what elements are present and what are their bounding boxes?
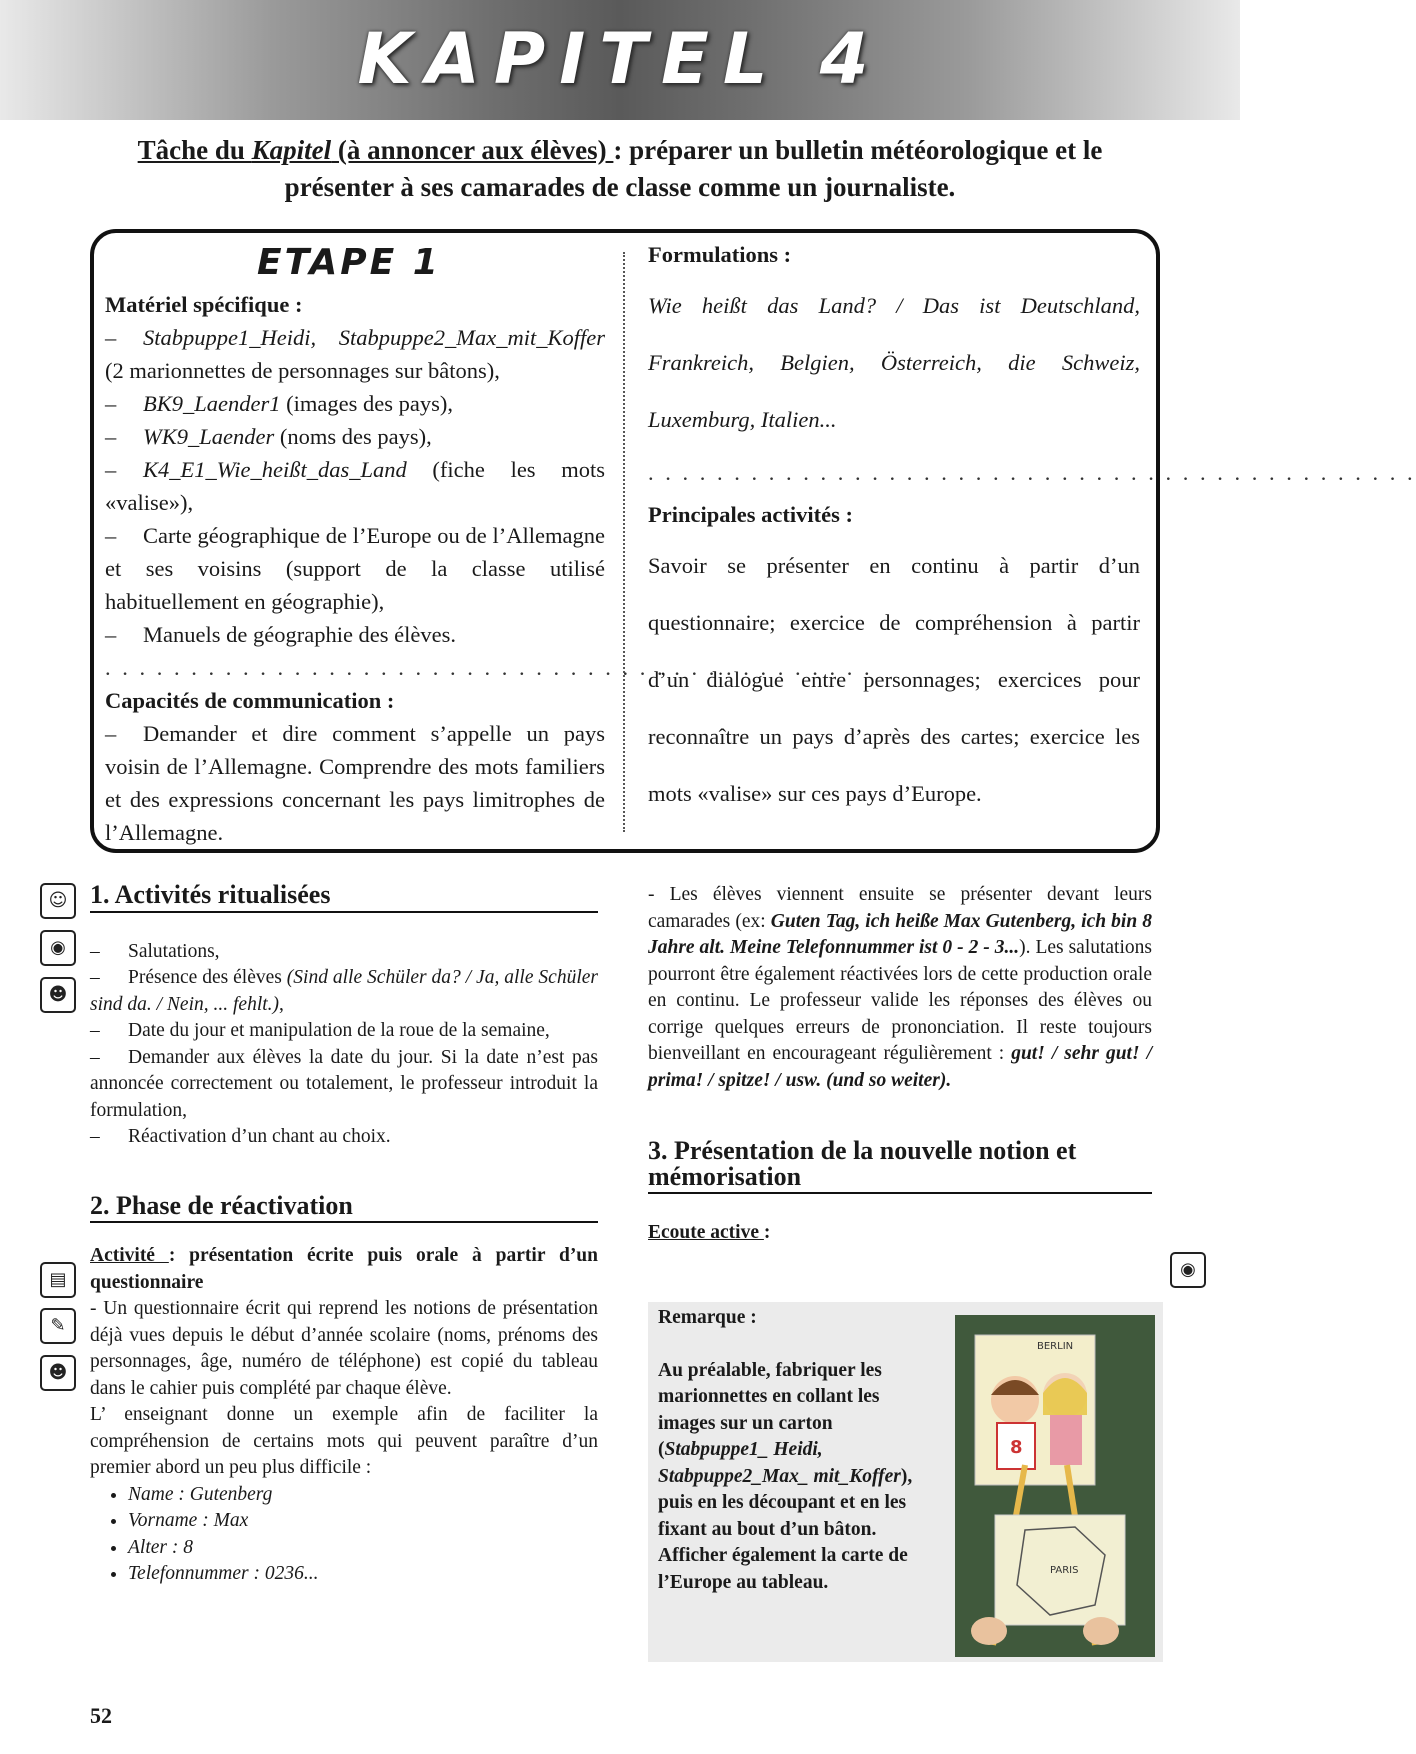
speaking-face-icon: ☻	[40, 977, 76, 1013]
svg-text:PARIS: PARIS	[1050, 1565, 1079, 1576]
list-item: – Présence des élèves (Sind alle Schüler da? / Ja, alle Schüler sind da. / Nein, ... fehlt.),	[90, 967, 598, 1015]
remark-text: Remarque : Au préalable, fabriquer les marionnettes en collant les images sur un carton (Stabpuppe1_ Heidi, Stabpuppe2_Max_ mit_Koffer), puis en les découpant et en les fixant au bout d’un bâton. Afficher également la carte de l’Europe au tableau.	[658, 1305, 930, 1596]
list-item: – Salutations,	[90, 940, 220, 962]
materiel-item: – BK9_Laender1 (images des pays),	[105, 391, 453, 416]
reading-book-icon: ▤	[40, 1262, 76, 1298]
list-item: – Date du jour et manipulation de la roue de la semaine,	[90, 1020, 550, 1041]
box-divider	[623, 252, 625, 832]
etape-right-column	[648, 238, 1416, 822]
speaking-faces-icon: ☺	[40, 883, 76, 919]
materiel-item: – Stabpuppe1_Heidi, Stabpuppe2_Max_mit_Koffer (2 marionnettes de personnages sur bâtons),	[105, 325, 605, 383]
presentation-paragraph: - Les élèves viennent ensuite se présenter devant leurs camarades (ex: Guten Tag, ich heiße Max Gutenberg, ich bin 8 Jahre alt. Meine Telefonnummer ist 0 - 2 - 3...). Les salutations pourront être également réactivées lors de cette production orale en continu. Le professeur valide les réponses des élèves ou corrige quelques erreurs de prononciation. Il reste toujours bienveillant en encourageant régulièrement : gut! / sehr gut! / prima! / spitze! / usw. (und so weiter).	[648, 884, 1153, 1091]
puppets-photo	[955, 1315, 1155, 1657]
capacites-heading: Capacités de communication :	[105, 688, 395, 713]
listening-ear-icon: ◉	[40, 930, 76, 966]
activity-paragraph: L’ enseignant donne un exemple afin de faciliter la compréhension de certains mots qui peuvent paraître d’un premier abord un peu plus difficile :	[90, 1404, 598, 1478]
ecoute-label: Ecoute active :	[648, 1222, 771, 1243]
list-item: • Vorname : Max	[128, 1508, 598, 1535]
writing-hand-icon: ✎	[40, 1308, 76, 1344]
section-heading-3: 3. Présentation de la nouvelle notion et mémorisation	[648, 1138, 1152, 1194]
materiel-item: – K4_E1_Wie_heißt_das_Land (fiche les mots «valise»),	[105, 457, 605, 515]
chapter-banner	[0, 0, 1240, 120]
materiel-item: – Carte géographique de l’Europe ou de l’Allemagne et ses voisins (support de la classe utilisé habituellement en géographie),	[105, 523, 605, 614]
activity-paragraph: - Un questionnaire écrit qui reprend les notions de présentation déjà vues depuis le début d’année scolaire (noms, prénoms des personnages, âge, numéro de téléphone) est copié du tableau dans le cahier puis complété par chaque élève.	[90, 1298, 598, 1399]
chapter-task: Tâche du Kapitel (à annoncer aux élèves) : préparer un bulletin météorologique et le présenter à ses camarades de classe comme un journaliste.	[137, 135, 1103, 202]
materiel-item: – Manuels de géographie des élèves.	[105, 622, 457, 647]
materiel-heading: Matériel spécifique :	[105, 292, 303, 317]
list-item: • Name : Gutenberg	[128, 1482, 598, 1509]
puppets-illustration	[955, 1315, 1155, 1657]
section-heading-2: 2. Phase de réactivation	[90, 1193, 598, 1224]
activity-title: Activité : présentation écrite puis orale à partir d’un questionnaire	[90, 1245, 599, 1293]
listening-ear-icon: ◉	[1170, 1252, 1206, 1288]
activites-text: Savoir se présenter en continu à partir d’un questionnaire; exercice de compréhension à partir d’un dialogue entre personnages; exercices pour reconnaître un pays d’après des cartes; exercice les mots «valise» sur ces pays d’Europe.	[648, 553, 1140, 806]
list-item: • Telefonnummer : 0236...	[128, 1561, 598, 1588]
speaking-face-icon: ☻	[40, 1355, 76, 1391]
example-list	[90, 1482, 598, 1588]
dotted-separator: . . . . . . . . . . . . . . . . . . . . . . . . . . . . . . . . . . . . . . . . . . . . .	[648, 460, 1416, 485]
page-number: 52	[90, 1703, 112, 1728]
left-column	[90, 882, 598, 1588]
list-item: – Demander aux élèves la date du jour. Si la date n’est pas annoncée correctement ou totalement, le professeur introduit la formulation,	[90, 1046, 598, 1121]
chapter-title: KAPITEL 4	[357, 18, 883, 100]
materiel-item: – WK9_Laender (noms des pays),	[105, 424, 432, 449]
activites-heading: Principales activités :	[648, 502, 853, 527]
formulations-text: Wie heißt das Land? / Das ist Deutschland, Frankreich, Belgien, Österreich, die Schweiz, Luxemburg, Italien...	[648, 293, 1140, 432]
dotted-separator: . . . . . . . . . . . . . . . . . . . . . . . . . . . . . . . . . . . . . . . . . . . . .	[105, 655, 873, 680]
section-heading-1: 1. Activités ritualisées	[90, 882, 598, 913]
svg-text:BERLIN: BERLIN	[1037, 1341, 1074, 1352]
list-item: • Alter : 8	[128, 1535, 598, 1562]
formulations-heading: Formulations :	[648, 242, 792, 267]
svg-text:8: 8	[1010, 1437, 1023, 1458]
right-column	[648, 882, 1152, 1247]
remark-heading: Remarque :	[658, 1307, 757, 1328]
list-item: – Réactivation d’un chant au choix.	[90, 1126, 391, 1147]
capacites-text: – Demander et dire comment s’appelle un pays voisin de l’Allemagne. Comprendre des mots familiers et des expressions concernant les pays limitrophes de l’Allemagne.	[105, 721, 605, 845]
etape-title: ETAPE 1	[257, 242, 441, 283]
